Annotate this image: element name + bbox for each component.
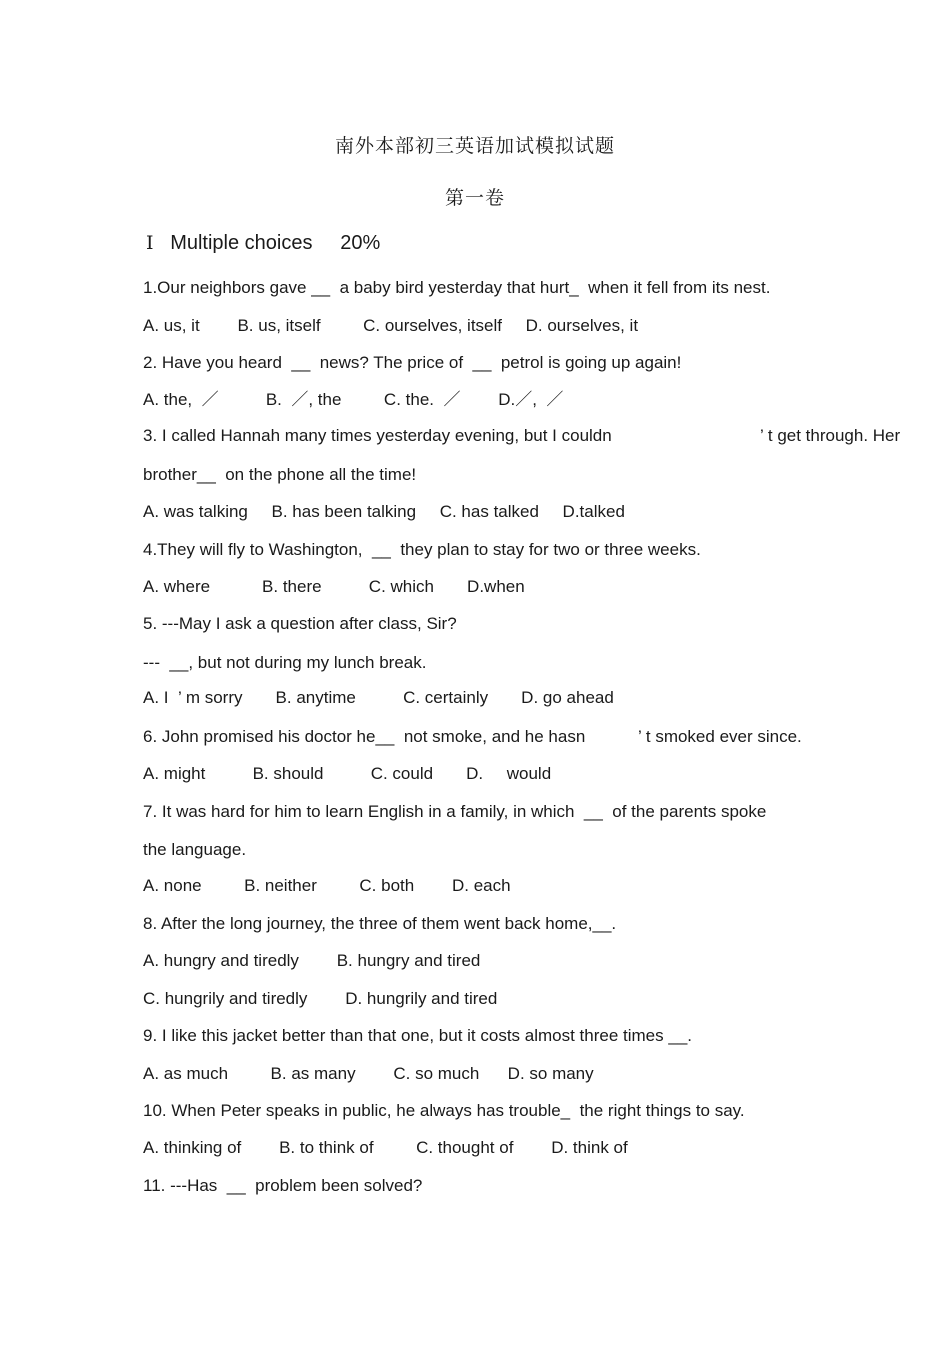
question-7: 7. It was hard for him to learn English in a family, in which __ of the parents spoke <box>143 802 767 821</box>
question-10: 10. When Peter speaks in public, he always has trouble_ the right things to say. <box>143 1101 745 1120</box>
question-2: 2. Have you heard __ news? The price of __ petrol is going up again! <box>143 353 682 372</box>
section-score: 20% <box>340 232 381 254</box>
section-numeral: Ⅰ <box>146 232 154 254</box>
question-3-part-b: ’ t get through. Her <box>760 426 901 445</box>
page-subtitle: 第一卷 <box>444 187 505 209</box>
question-8-options-a: A. hungry and tiredly B. hungry and tired <box>143 951 481 970</box>
question-6-options: A. might B. should C. could D. would <box>143 764 552 783</box>
page-title: 南外本部初三英语加试模拟试题 <box>334 135 615 157</box>
question-5-reply: --- __, but not during my lunch break. <box>143 653 427 672</box>
question-8-options-b: C. hungrily and tiredly D. hungrily and tired <box>143 989 498 1008</box>
question-10-options: A. thinking of B. to think of C. thought of D. think of <box>143 1138 628 1157</box>
question-9-options: A. as much B. as many C. so much D. so many <box>143 1064 594 1083</box>
section-heading <box>146 231 380 255</box>
question-7-options: A. none B. neither C. both D. each <box>143 876 511 895</box>
question-3-options: A. was talking B. has been talking C. has talked D.talked <box>143 502 625 521</box>
question-4-options: A. where B. there C. which D.when <box>143 577 525 596</box>
question-3-continued: brother__ on the phone all the time! <box>143 465 417 484</box>
question-6-part-b: ’ t smoked ever since. <box>638 727 802 746</box>
question-8: 8. After the long journey, the three of them went back home,__. <box>143 914 617 933</box>
question-4: 4.They will fly to Washington, __ they plan to stay for two or three weeks. <box>143 540 701 559</box>
question-9: 9. I like this jacket better than that one, but it costs almost three times __. <box>143 1026 692 1045</box>
question-1-options: A. us, it B. us, itself C. ourselves, itself D. ourselves, it <box>143 316 639 335</box>
question-6-part-a: 6. John promised his doctor he__ not smoke, and he hasn <box>143 727 586 746</box>
question-7-continued: the language. <box>143 840 247 859</box>
question-5: 5. ---May I ask a question after class, Sir? <box>143 614 457 633</box>
question-2-options: A. the, ／ B. ／, the C. the. ／ D.／, ／ <box>143 390 564 409</box>
question-5-options: A. I ’ m sorry B. anytime C. certainly D. go ahead <box>143 688 614 707</box>
question-11: 11. ---Has __ problem been solved? <box>143 1176 423 1195</box>
section-label: Multiple choices <box>170 232 313 254</box>
question-1: 1.Our neighbors gave __ a baby bird yesterday that hurt_ when it fell from its nest. <box>143 278 771 297</box>
question-3-part-a: 3. I called Hannah many times yesterday evening, but I couldn <box>143 426 612 445</box>
